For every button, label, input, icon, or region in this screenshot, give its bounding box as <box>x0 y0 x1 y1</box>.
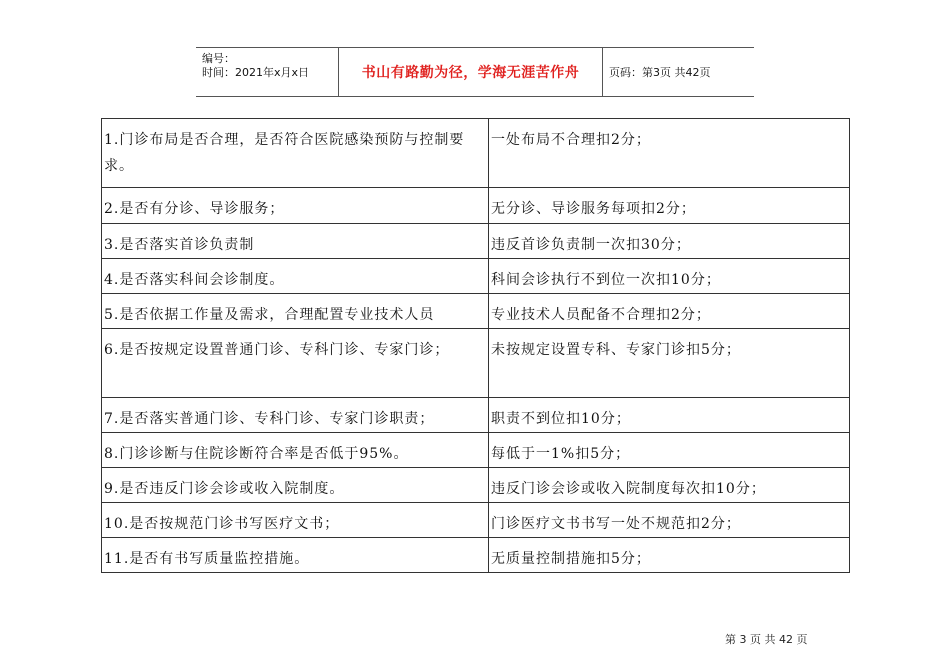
item-cell: 10.是否按规范门诊书写医疗文书； <box>102 503 489 538</box>
deduction-cell: 无分诊、导诊服务每项扣2分； <box>489 188 850 224</box>
table-row <box>102 538 850 573</box>
deduction-cell: 门诊医疗文书书写一处不规范扣2分； <box>489 503 850 538</box>
item-cell: 4.是否落实科间会诊制度。 <box>102 259 489 294</box>
table-row <box>102 259 850 294</box>
table-row <box>102 398 850 433</box>
table-row <box>102 433 850 468</box>
deduction-cell: 每低于一1%扣5分； <box>489 433 850 468</box>
item-cell: 7.是否落实普通门诊、专科门诊、专家门诊职责； <box>102 398 489 433</box>
page-header <box>196 47 754 97</box>
item-cell: 9.是否违反门诊会诊或收入院制度。 <box>102 468 489 503</box>
deduction-cell: 科间会诊执行不到位一次扣10分； <box>489 259 850 294</box>
table-row <box>102 294 850 329</box>
item-cell: 3.是否落实首诊负责制 <box>102 224 489 259</box>
deduction-cell: 专业技术人员配备不合理扣2分； <box>489 294 850 329</box>
table-row <box>102 503 850 538</box>
header-motto: 书山有路勤为径，学海无涯苦作舟 <box>339 48 603 96</box>
table-row <box>102 224 850 259</box>
item-cell: 5.是否依据工作量及需求，合理配置专业技术人员 <box>102 294 489 329</box>
table-row <box>102 188 850 224</box>
table-row <box>102 468 850 503</box>
item-cell: 6.是否按规定设置普通门诊、专科门诊、专家门诊； <box>102 329 489 398</box>
table-row <box>102 119 850 188</box>
deduction-cell: 职责不到位扣10分； <box>489 398 850 433</box>
header-page-code-cell <box>603 48 754 96</box>
number-label: 编号： <box>202 52 235 65</box>
item-cell: 2.是否有分诊、导诊服务； <box>102 188 489 224</box>
item-cell: 8.门诊诊断与住院诊断符合率是否低于95%。 <box>102 433 489 468</box>
deduction-cell: 违反首诊负责制一次扣30分； <box>489 224 850 259</box>
deduction-cell: 无质量控制措施扣5分； <box>489 538 850 573</box>
header-meta <box>196 48 339 96</box>
deduction-cell: 违反门诊会诊或收入院制度每次扣10分； <box>489 468 850 503</box>
table-row <box>102 329 850 398</box>
item-cell: 1.门诊布局是否合理，是否符合医院感染预防与控制要求。 <box>102 119 489 188</box>
page-footer: 第 3 页 共 42 页 <box>725 633 808 646</box>
deduction-cell: 未按规定设置专科、专家门诊扣5分； <box>489 329 850 398</box>
page-code: 页码：第3页 共42页 <box>609 66 711 79</box>
deduction-cell: 一处布局不合理扣2分； <box>489 119 850 188</box>
item-cell: 11.是否有书写质量监控措施。 <box>102 538 489 573</box>
time-label: 时间：2021年x月x日 <box>202 66 310 79</box>
rules-table <box>101 118 850 573</box>
